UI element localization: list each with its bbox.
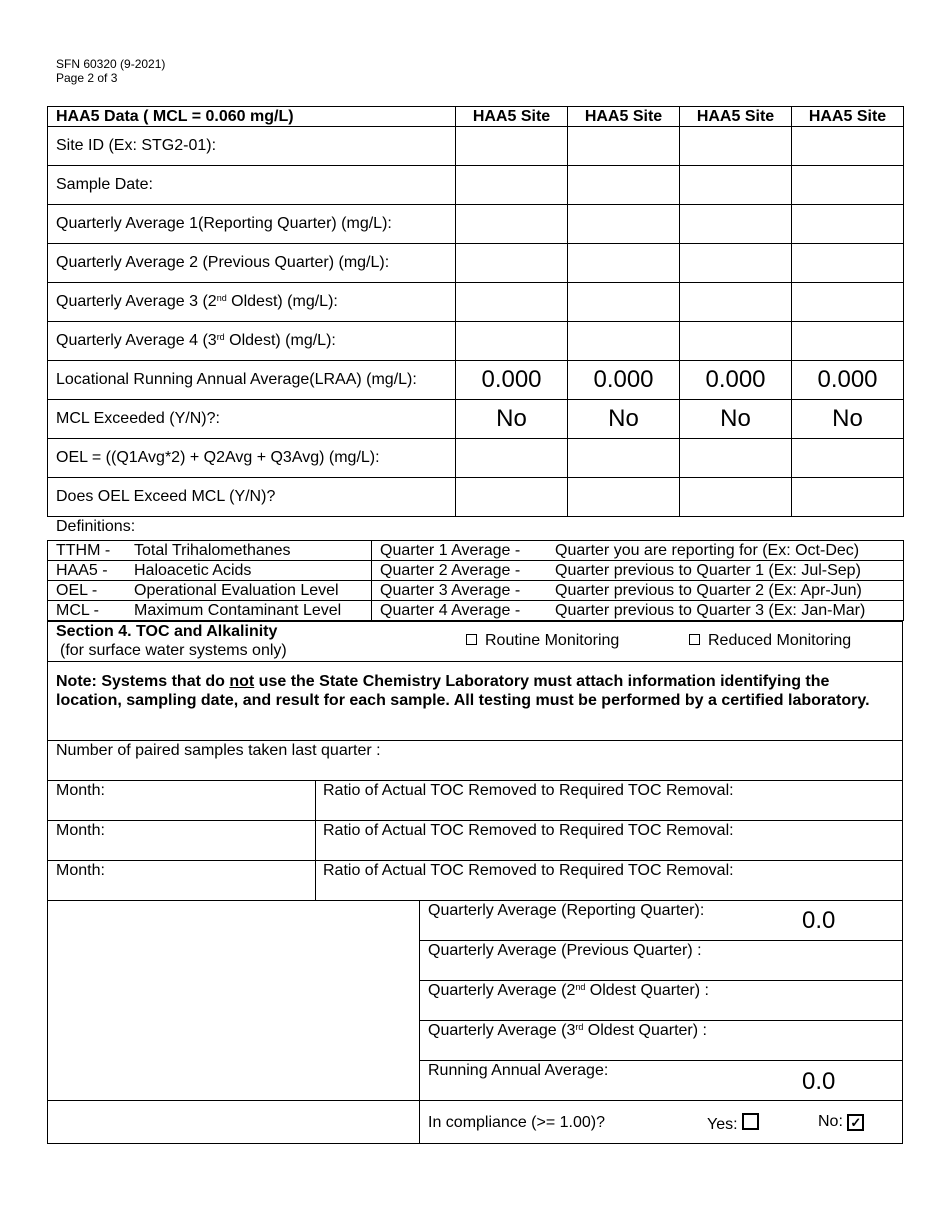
oel-label: OEL = ((Q1Avg*2) + Q2Avg + Q3Avg) (mg/L): [48, 439, 456, 478]
table-row [48, 400, 904, 439]
definitions-label: Definitions: [56, 518, 136, 535]
table-row [48, 127, 904, 166]
qa3-field[interactable] [680, 283, 792, 322]
section4-title: Section 4. TOC and Alkalinity [56, 623, 278, 640]
toc-ratio-label: Ratio of Actual TOC Removed to Required TOC Removal: [323, 782, 734, 799]
definition-row [48, 561, 904, 581]
lraa-label: Locational Running Annual Average(LRAA) (mg/L): [48, 361, 456, 400]
sample-date-field[interactable] [456, 166, 568, 205]
qa1-label: Quarterly Average 1(Reporting Quarter) (mg/L): [48, 205, 456, 244]
qa-previous-label: Quarterly Average (Previous Quarter) : [428, 942, 702, 959]
oel-field[interactable] [680, 439, 792, 478]
term-abbr: MCL - [56, 601, 99, 619]
qa-reporting-label: Quarterly Average (Reporting Quarter): [428, 902, 705, 919]
note-text-pre: Note: Systems that do [56, 673, 230, 690]
divider [419, 980, 903, 981]
form-header [56, 57, 165, 85]
qa2-field[interactable] [680, 244, 792, 283]
qa3-label [48, 283, 456, 322]
qa2-field[interactable] [568, 244, 680, 283]
qa1-field[interactable] [792, 205, 904, 244]
reduced-monitoring-label: Reduced Monitoring [708, 632, 852, 649]
qa1-field[interactable] [456, 205, 568, 244]
definitions-table [47, 540, 904, 621]
running-annual-average-value: 0.0 [802, 1068, 836, 1095]
divider [47, 1100, 903, 1101]
qa4-label-post: Oldest) (mg/L): [224, 332, 336, 349]
haa5-data-table [47, 106, 904, 517]
oel-field[interactable] [568, 439, 680, 478]
sample-date-label: Sample Date: [48, 166, 456, 205]
qa3-label-pre: Quarterly Average 3 (2 [56, 293, 217, 310]
month-label: Month: [56, 822, 105, 839]
divider [419, 940, 903, 941]
qa3-label-post: Oldest) (mg/L): [226, 293, 338, 310]
quarter-name: Quarter 1 Average - [380, 541, 521, 559]
qa4-label-sup: rd [216, 332, 225, 342]
month-label: Month: [56, 782, 105, 799]
table-row [48, 439, 904, 478]
table-row [48, 244, 904, 283]
haa5-title: HAA5 Data ( MCL = 0.060 mg/L) [48, 107, 456, 127]
qa4-field[interactable] [456, 322, 568, 361]
note-text-post: use the State Chemistry Laboratory must attach information identifying the location, sampling date, and result for each sample. All testing must be performed by a certified laboratory. [56, 673, 870, 709]
yes-checkbox[interactable] [742, 1113, 759, 1130]
oel-field[interactable] [456, 439, 568, 478]
haa5-site-header: HAA5 Site [792, 107, 904, 127]
quarter-name: Quarter 2 Average - [380, 561, 521, 579]
divider [419, 1020, 903, 1021]
term-abbr: OEL - [56, 581, 98, 599]
qa-reporting-value: 0.0 [802, 907, 836, 934]
oel-exceed-label: Does OEL Exceed MCL (Y/N)? [48, 478, 456, 517]
oel-exceed-field[interactable] [680, 478, 792, 517]
paired-samples-label: Number of paired samples taken last quarter : [56, 742, 381, 759]
quarter-name: Quarter 4 Average - [380, 601, 521, 619]
qa3-label-sup: nd [216, 293, 227, 303]
qa-3rd-pre: Quarterly Average (3 [428, 1022, 576, 1039]
table-row [48, 322, 904, 361]
mcl-exceeded-value: No [792, 400, 904, 439]
quarter-desc: Quarter previous to Quarter 1 (Ex: Jul-Sep) [555, 561, 861, 579]
table-row [48, 283, 904, 322]
divider [419, 900, 420, 1144]
definition-quarter [372, 541, 904, 561]
definition-term [48, 581, 372, 601]
routine-monitoring-checkbox[interactable] [466, 634, 477, 645]
lraa-value: 0.000 [792, 361, 904, 400]
running-annual-average-label: Running Annual Average: [428, 1062, 609, 1079]
divider [47, 661, 903, 662]
definition-quarter [372, 581, 904, 601]
reduced-monitoring-checkbox[interactable] [689, 634, 700, 645]
term-name: Total Trihalomethanes [134, 541, 291, 559]
divider [419, 1060, 903, 1061]
lraa-value: 0.000 [680, 361, 792, 400]
qa4-field[interactable] [680, 322, 792, 361]
no-checkbox[interactable] [847, 1114, 864, 1131]
mcl-exceeded-value: No [568, 400, 680, 439]
site-id-field[interactable] [568, 127, 680, 166]
term-abbr: TTHM - [56, 541, 111, 559]
mcl-exceeded-value: No [680, 400, 792, 439]
sample-date-field[interactable] [680, 166, 792, 205]
site-id-field[interactable] [456, 127, 568, 166]
divider [47, 900, 903, 901]
definition-row [48, 541, 904, 561]
definition-term [48, 561, 372, 581]
table-row [48, 478, 904, 517]
qa-3rd-post: Oldest Quarter) : [583, 1022, 707, 1039]
qa2-field[interactable] [792, 244, 904, 283]
term-abbr: HAA5 - [56, 561, 108, 579]
table-row [48, 361, 904, 400]
qa4-field[interactable] [792, 322, 904, 361]
reduced-monitoring-option[interactable] [689, 632, 851, 650]
lab-note [56, 672, 896, 710]
definition-row [48, 601, 904, 621]
term-name: Maximum Contaminant Level [134, 601, 342, 619]
month-label: Month: [56, 862, 105, 879]
qa-2nd-sup: nd [575, 982, 586, 992]
qa-3rd-sup: rd [575, 1022, 584, 1032]
haa5-site-header: HAA5 Site [680, 107, 792, 127]
table-row [48, 205, 904, 244]
qa3-field[interactable] [568, 283, 680, 322]
term-name: Haloacetic Acids [134, 561, 252, 579]
qa4-label-pre: Quarterly Average 4 (3 [56, 332, 217, 349]
quarter-desc: Quarter previous to Quarter 2 (Ex: Apr-Jun) [555, 581, 862, 599]
form-number: SFN 60320 (9-2021) [56, 57, 166, 71]
compliance-yes-option[interactable] [707, 1113, 759, 1134]
note-text-not: not [229, 673, 255, 690]
compliance-no-option[interactable] [818, 1113, 864, 1131]
no-label: No: [818, 1113, 843, 1130]
check-mark-icon: ✓ [850, 1115, 862, 1130]
qa4-label [48, 322, 456, 361]
definition-quarter [372, 561, 904, 581]
site-id-field[interactable] [792, 127, 904, 166]
divider [47, 780, 903, 781]
definition-term [48, 601, 372, 621]
qa-2nd-oldest-label [428, 982, 709, 1000]
qa1-field[interactable] [568, 205, 680, 244]
qa1-field[interactable] [680, 205, 792, 244]
table-header-row [48, 107, 904, 127]
sample-date-field[interactable] [568, 166, 680, 205]
table-row [48, 166, 904, 205]
routine-monitoring-label: Routine Monitoring [485, 632, 620, 649]
oel-exceed-field[interactable] [792, 478, 904, 517]
toc-ratio-label: Ratio of Actual TOC Removed to Required TOC Removal: [323, 822, 734, 839]
qa3-field[interactable] [456, 283, 568, 322]
oel-exceed-field[interactable] [568, 478, 680, 517]
term-name: Operational Evaluation Level [134, 581, 339, 599]
oel-exceed-field[interactable] [456, 478, 568, 517]
oel-field[interactable] [792, 439, 904, 478]
mcl-exceeded-value: No [456, 400, 568, 439]
toc-ratio-label: Ratio of Actual TOC Removed to Required TOC Removal: [323, 862, 734, 879]
page-number: Page 2 of 3 [56, 71, 118, 85]
lraa-value: 0.000 [568, 361, 680, 400]
quarter-name: Quarter 3 Average - [380, 581, 521, 599]
compliance-label: In compliance (>= 1.00)? [428, 1114, 605, 1131]
qa3-field[interactable] [792, 283, 904, 322]
quarter-desc: Quarter previous to Quarter 3 (Ex: Jan-Mar) [555, 601, 866, 619]
site-id-field[interactable] [680, 127, 792, 166]
qa2-field[interactable] [456, 244, 568, 283]
site-id-label: Site ID (Ex: STG2-01): [48, 127, 456, 166]
section4-subtitle: (for surface water systems only) [60, 642, 287, 659]
lraa-value: 0.000 [456, 361, 568, 400]
yes-label: Yes: [707, 1116, 738, 1133]
divider [47, 860, 903, 861]
qa-3rd-oldest-label [428, 1022, 707, 1040]
definition-term [48, 541, 372, 561]
definition-quarter [372, 601, 904, 621]
divider [315, 780, 316, 900]
routine-monitoring-option[interactable] [466, 632, 619, 650]
haa5-site-header: HAA5 Site [456, 107, 568, 127]
divider [47, 820, 903, 821]
qa2-label: Quarterly Average 2 (Previous Quarter) (mg/L): [48, 244, 456, 283]
qa-2nd-pre: Quarterly Average (2 [428, 982, 576, 999]
haa5-site-header: HAA5 Site [568, 107, 680, 127]
definition-row [48, 581, 904, 601]
mcl-exceeded-label: MCL Exceeded (Y/N)?: [48, 400, 456, 439]
sample-date-field[interactable] [792, 166, 904, 205]
divider [47, 740, 903, 741]
qa4-field[interactable] [568, 322, 680, 361]
qa-2nd-post: Oldest Quarter) : [585, 982, 709, 999]
quarter-desc: Quarter you are reporting for (Ex: Oct-Dec) [555, 541, 860, 559]
